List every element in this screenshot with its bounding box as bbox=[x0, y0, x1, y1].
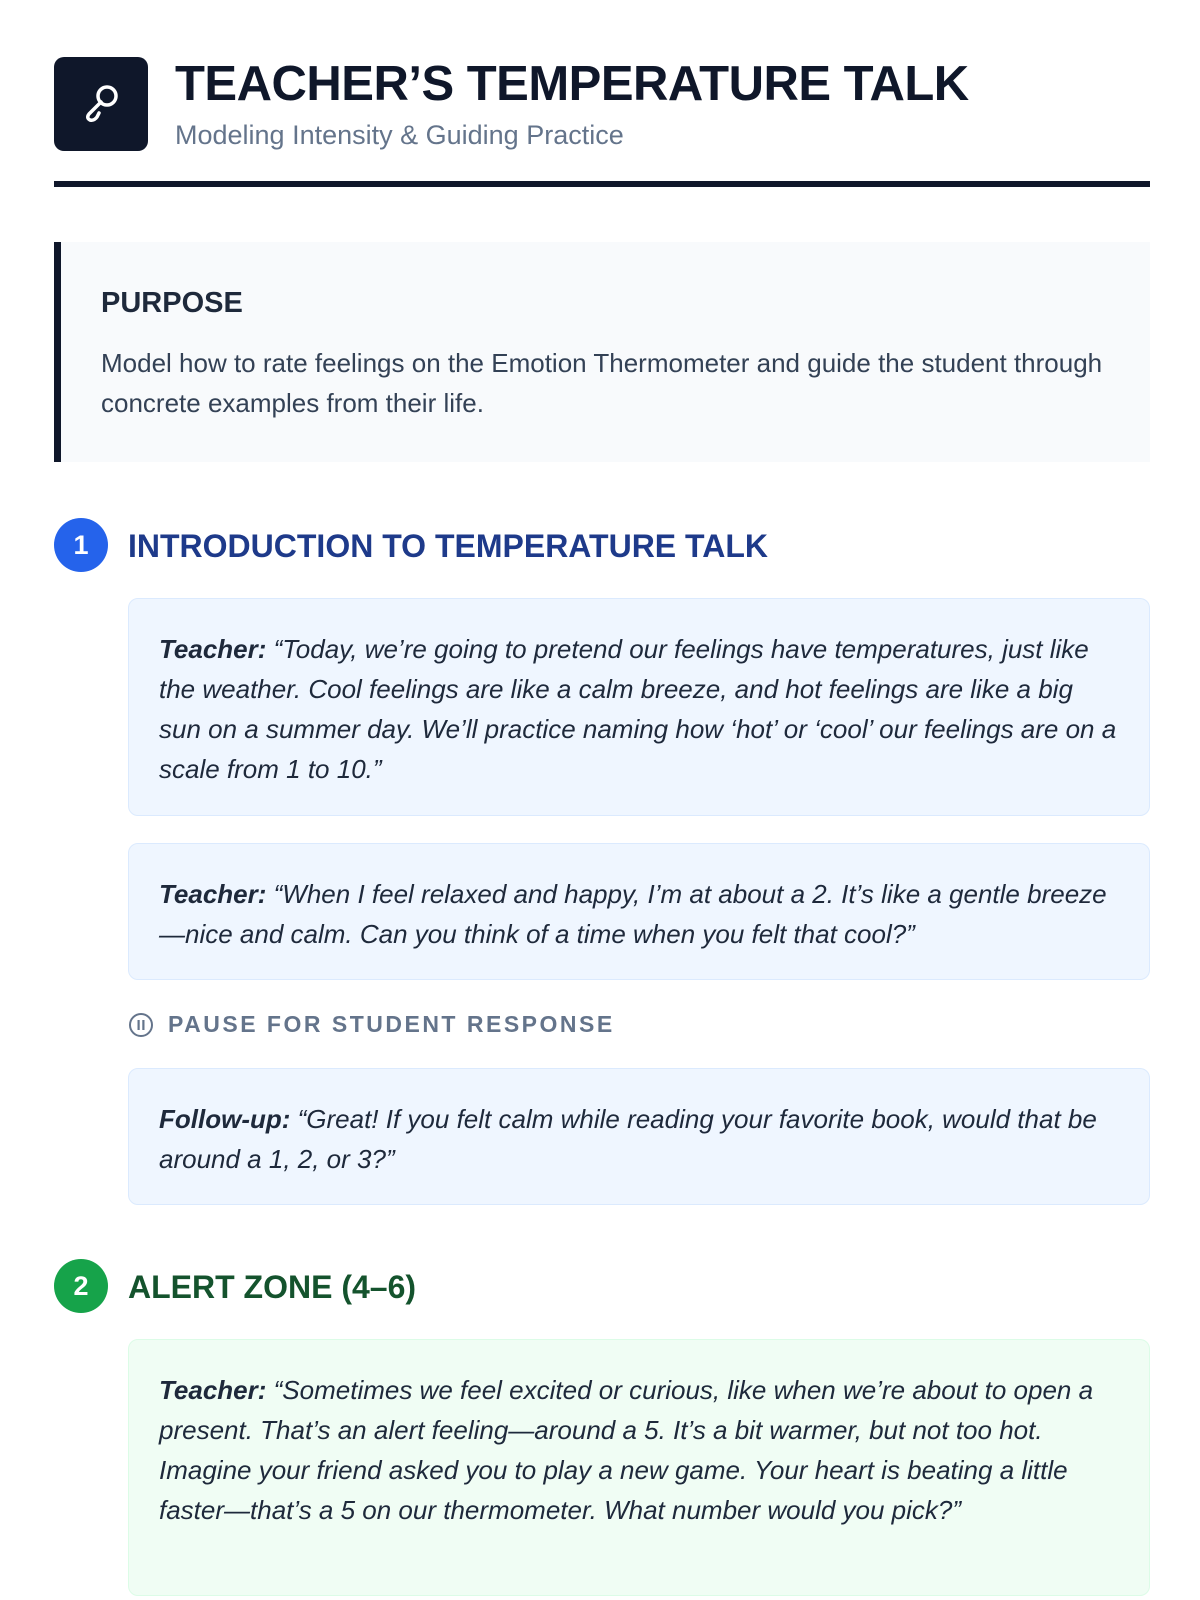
teacher-script-card bbox=[128, 1339, 1150, 1596]
header bbox=[54, 57, 1150, 187]
section-number-badge: 2 bbox=[54, 1259, 108, 1313]
section-number-badge: 1 bbox=[54, 518, 108, 572]
pause-prompt bbox=[128, 1009, 828, 1039]
section-title: ALERT ZONE (4–6) bbox=[128, 1269, 417, 1305]
purpose-text: Model how to rate feelings on the Emotion Thermometer and guide the student through concrete examples from their life. bbox=[101, 348, 1103, 418]
speaker-label: Teacher: bbox=[159, 879, 274, 909]
script-text: “Sometimes we feel excited or curious, like when we’re about to open a present. That’s an alert feeling—around a 5. It’s a bit warmer, but not too hot. Imagine your friend asked you to play a new game. Your heart is beating a little faster—that’s a 5 on our thermometer. What number would you pick?” bbox=[159, 1375, 1094, 1525]
microphone-icon bbox=[77, 80, 125, 128]
teacher-script-card bbox=[128, 843, 1150, 980]
script-text: “Today, we’re going to pretend our feelings have temperatures, just like the weather. Cool feelings are like a calm breeze, and hot feelings are like a big sun on a summer day. We’ll practice naming how ‘hot’ or ‘cool’ our feelings are on a scale from 1 to 10.” bbox=[159, 634, 1117, 784]
purpose-box bbox=[54, 242, 1150, 462]
purpose-label: PURPOSE bbox=[101, 287, 243, 319]
page-title: TEACHER’S TEMPERATURE TALK bbox=[175, 57, 969, 111]
logo bbox=[54, 57, 148, 151]
section-1-header bbox=[54, 518, 1150, 572]
speaker-label: Teacher: bbox=[159, 634, 274, 664]
script-text: “When I feel relaxed and happy, I’m at about a 2. It’s like a gentle breeze—nice and calm. Can you think of a time when you felt that cool?” bbox=[159, 879, 1107, 949]
section-title: INTRODUCTION TO TEMPERATURE TALK bbox=[128, 528, 768, 564]
teacher-script-card bbox=[128, 598, 1150, 816]
pause-label: PAUSE FOR STUDENT RESPONSE bbox=[168, 1011, 615, 1037]
speaker-label: Teacher: bbox=[159, 1375, 274, 1405]
script-text: “Great! If you felt calm while reading your favorite book, would that be around a 1, 2, or 3?” bbox=[159, 1104, 1097, 1174]
header-divider bbox=[54, 181, 1150, 187]
pause-circle-icon bbox=[128, 1012, 154, 1038]
page-subtitle: Modeling Intensity & Guiding Practice bbox=[175, 120, 624, 150]
speaker-label: Follow-up: bbox=[159, 1104, 298, 1134]
followup-card bbox=[128, 1068, 1150, 1205]
section-2-header bbox=[54, 1259, 1150, 1313]
